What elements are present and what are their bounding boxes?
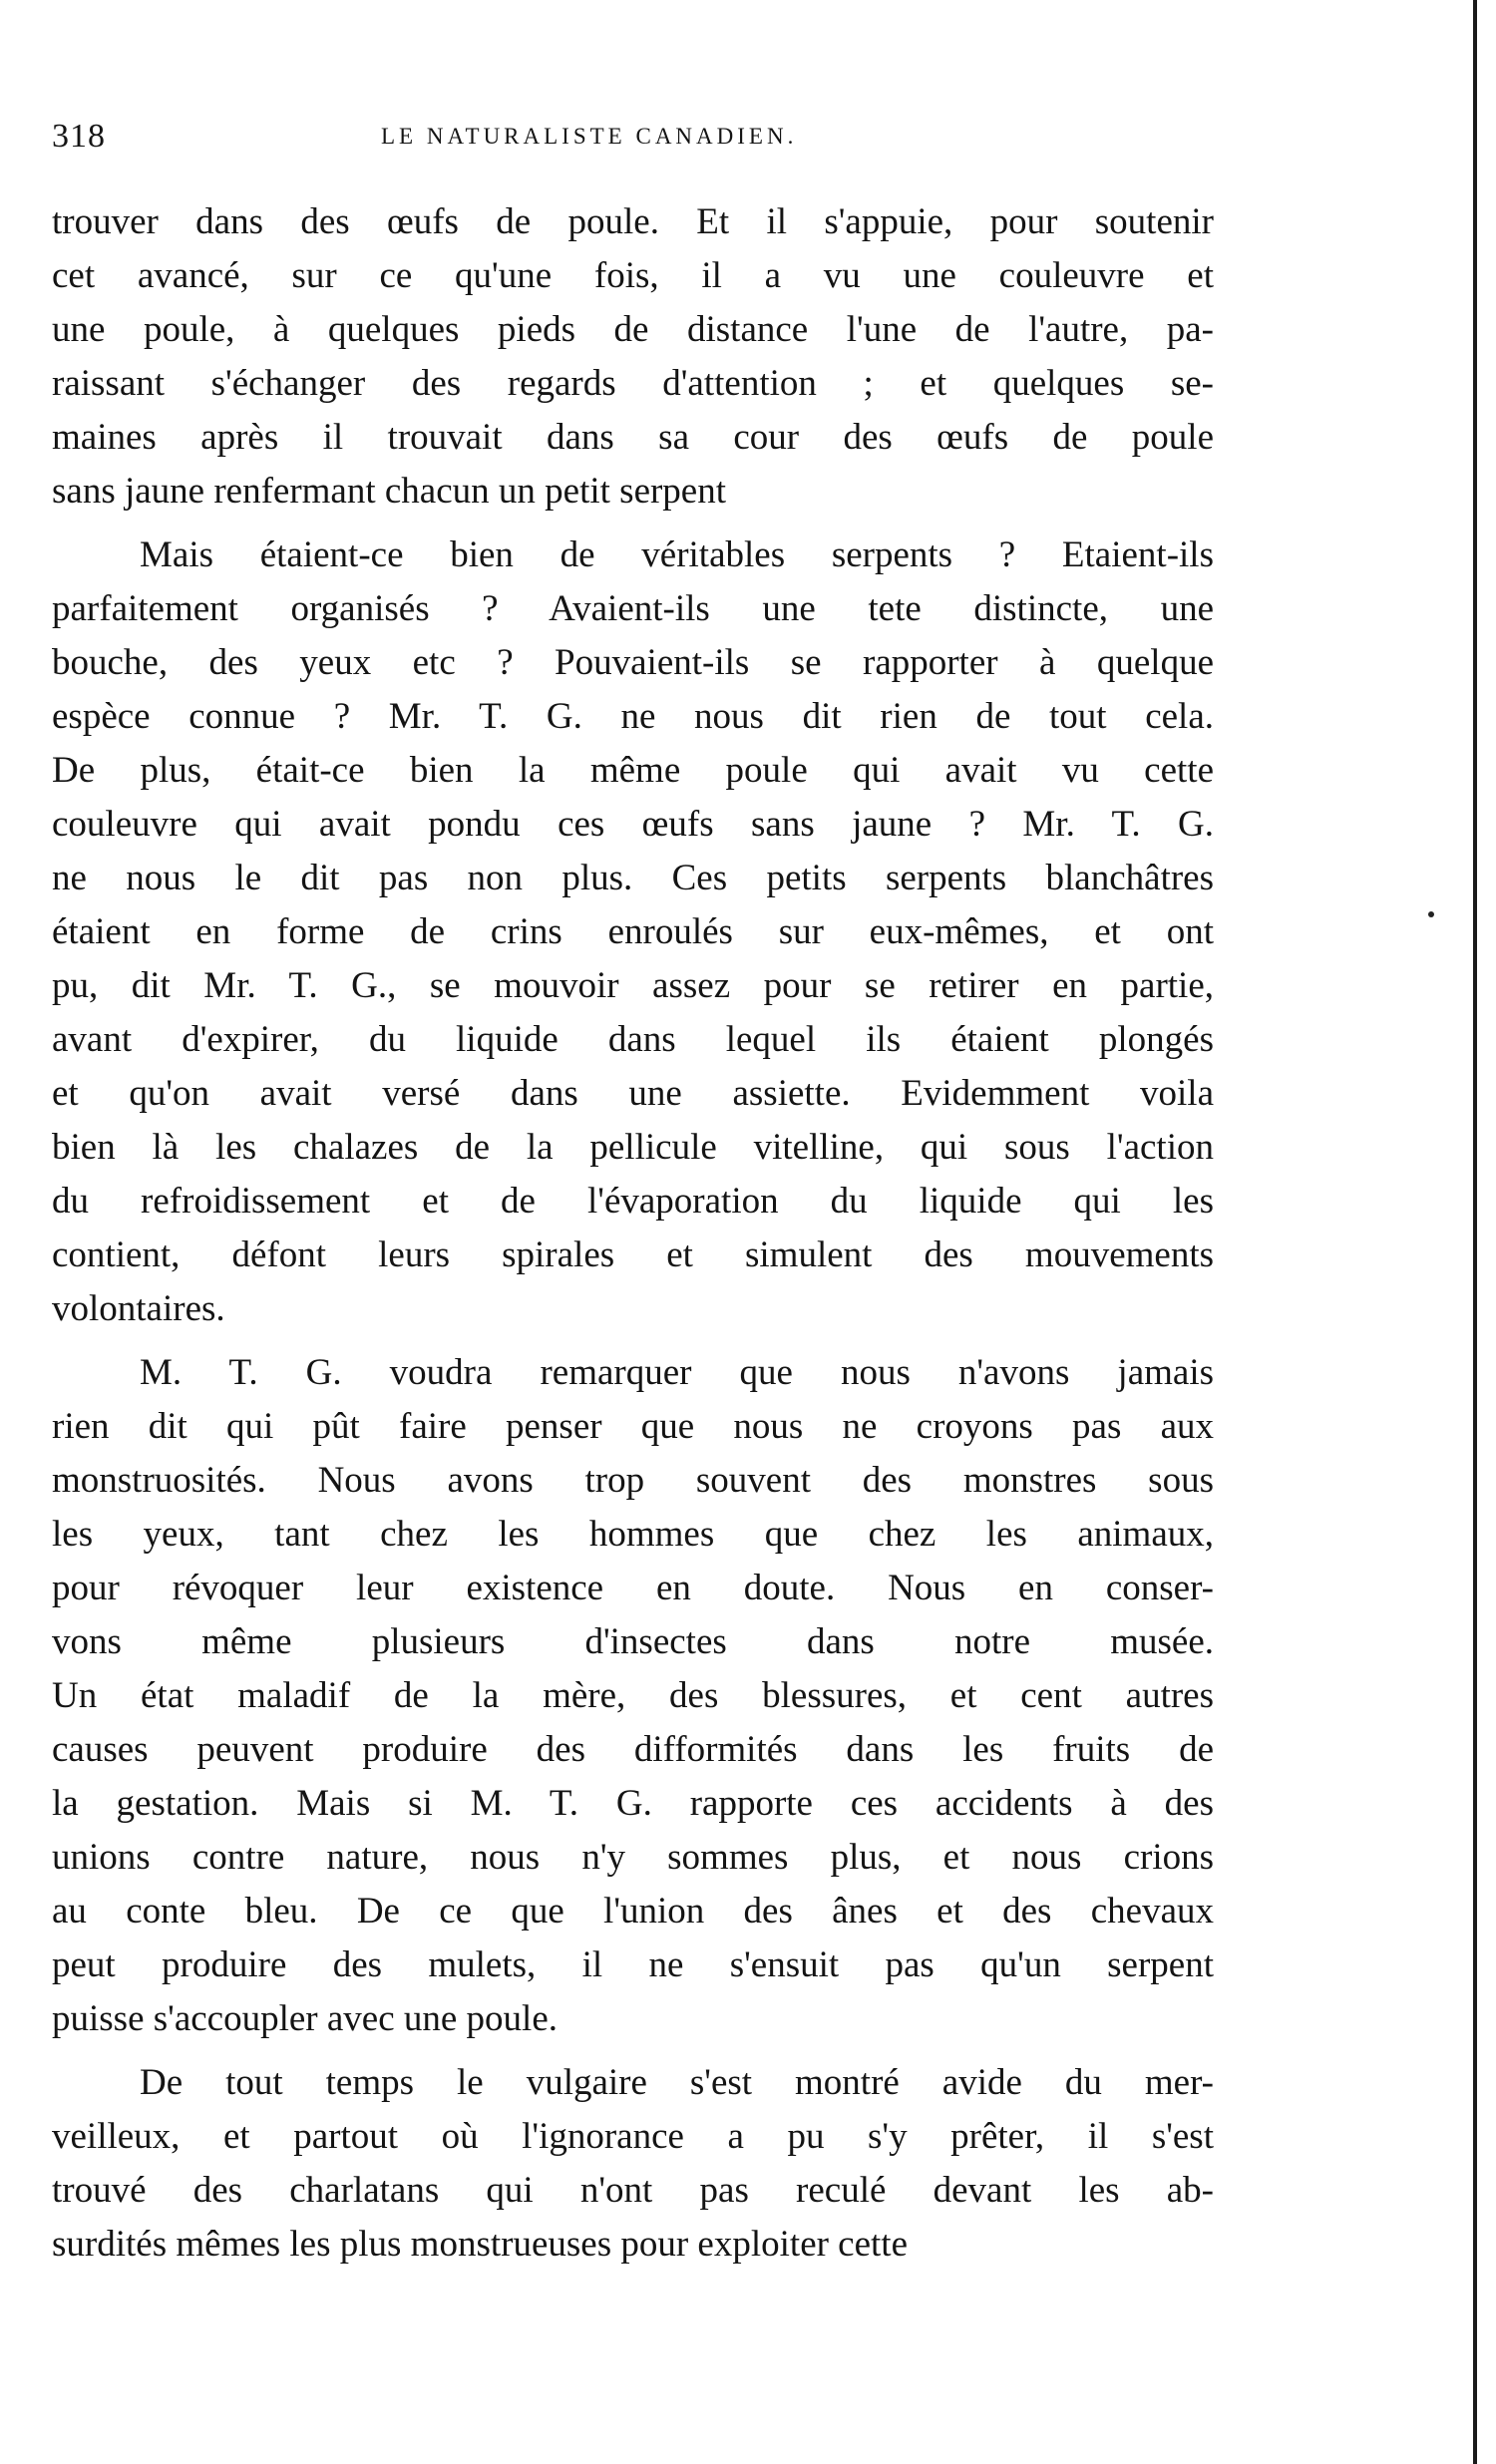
text-line: et qu'on avait versé dans une assiette. Evidemment voila (52, 1073, 1214, 1114)
page-header (52, 118, 930, 158)
paragraph-gap (52, 2046, 1214, 2056)
text-line: veilleux, et partout où l'ignorance a pu s'y prêter, il s'est (52, 2116, 1214, 2157)
text-line: M. T. G. voudra remarquer que nous n'avons jamais (140, 1352, 1214, 1393)
page-edge-line (1473, 0, 1477, 2464)
paragraph (52, 195, 1214, 519)
text-line: sans jaune renfermant chacun un petit serpent (52, 471, 727, 512)
text-line: peut produire des mulets, il ne s'ensuit pas qu'un serpent (52, 1944, 1214, 1985)
text-line: Un état maladif de la mère, des blessures, et cent autres (52, 1675, 1214, 1716)
running-title: LE NATURALISTE CANADIEN. (381, 124, 798, 149)
text-line: contient, défont leurs spirales et simulent des mouvements (52, 1234, 1214, 1275)
paragraph-gap (52, 519, 1214, 528)
text-line: pu, dit Mr. T. G., se mouvoir assez pour se retirer en partie, (52, 965, 1214, 1006)
text-line: au conte bleu. De ce que l'union des ânes et des chevaux (52, 1891, 1214, 1932)
text-line: étaient en forme de crins enroulés sur eux-mêmes, et ont (52, 911, 1214, 952)
text-line: puisse s'accoupler avec une poule. (52, 1998, 558, 2039)
text-line: avant d'expirer, du liquide dans lequel ils étaient plongés (52, 1019, 1214, 1060)
text-line: une poule, à quelques pieds de distance l'une de l'autre, pa- (52, 309, 1214, 350)
text-line: unions contre nature, nous n'y sommes plus, et nous crions (52, 1837, 1214, 1878)
text-line: raissant s'échanger des regards d'attention ; et quelques se- (52, 363, 1214, 404)
text-line: cet avancé, sur ce qu'une fois, il a vu une couleuvre et (52, 255, 1214, 296)
body-text (52, 195, 1214, 2272)
text-line: causes peuvent produire des difformités dans les fruits de (52, 1729, 1214, 1770)
text-line: vons même plusieurs d'insectes dans notre musée. (52, 1621, 1214, 1662)
text-line: De plus, était-ce bien la même poule qui avait vu cette (52, 750, 1214, 791)
text-line: surdités mêmes les plus monstrueuses pour exploiter cette (52, 2224, 909, 2265)
text-line: maines après il trouvait dans sa cour des œufs de poule (52, 417, 1214, 458)
paragraph (52, 528, 1214, 1336)
paragraph-gap (52, 1336, 1214, 1346)
text-line: volontaires. (52, 1288, 225, 1329)
paragraph (52, 2056, 1214, 2272)
text-line: du refroidissement et de l'évaporation du liquide qui les (52, 1181, 1214, 1222)
text-line: parfaitement organisés ? Avaient-ils une tete distincte, une (52, 588, 1214, 629)
text-line: les yeux, tant chez les hommes que chez les animaux, (52, 1514, 1214, 1555)
text-line: ne nous le dit pas non plus. Ces petits serpents blanchâtres (52, 858, 1214, 898)
text-line: la gestation. Mais si M. T. G. rapporte ces accidents à des (52, 1783, 1214, 1824)
text-line: bouche, des yeux etc ? Pouvaient-ils se rapporter à quelque (52, 642, 1214, 683)
text-line: De tout temps le vulgaire s'est montré avide du mer- (140, 2062, 1214, 2103)
margin-speck (1428, 911, 1434, 917)
text-line: trouvé des charlatans qui n'ont pas reculé devant les ab- (52, 2170, 1214, 2211)
text-line: monstruosités. Nous avons trop souvent des monstres sous (52, 1460, 1214, 1501)
text-line: trouver dans des œufs de poule. Et il s'appuie, pour soutenir (52, 201, 1214, 242)
paragraph (52, 1346, 1214, 2046)
text-line: Mais étaient-ce bien de véritables serpents ? Etaient-ils (140, 534, 1214, 575)
text-line: bien là les chalazes de la pellicule vitelline, qui sous l'action (52, 1127, 1214, 1168)
text-line: espèce connue ? Mr. T. G. ne nous dit rien de tout cela. (52, 696, 1214, 737)
text-line: pour révoquer leur existence en doute. Nous en conser- (52, 1568, 1214, 1608)
text-line: rien dit qui pût faire penser que nous ne croyons pas aux (52, 1406, 1214, 1447)
text-line: couleuvre qui avait pondu ces œufs sans jaune ? Mr. T. G. (52, 804, 1214, 845)
page-number: 318 (52, 118, 106, 155)
